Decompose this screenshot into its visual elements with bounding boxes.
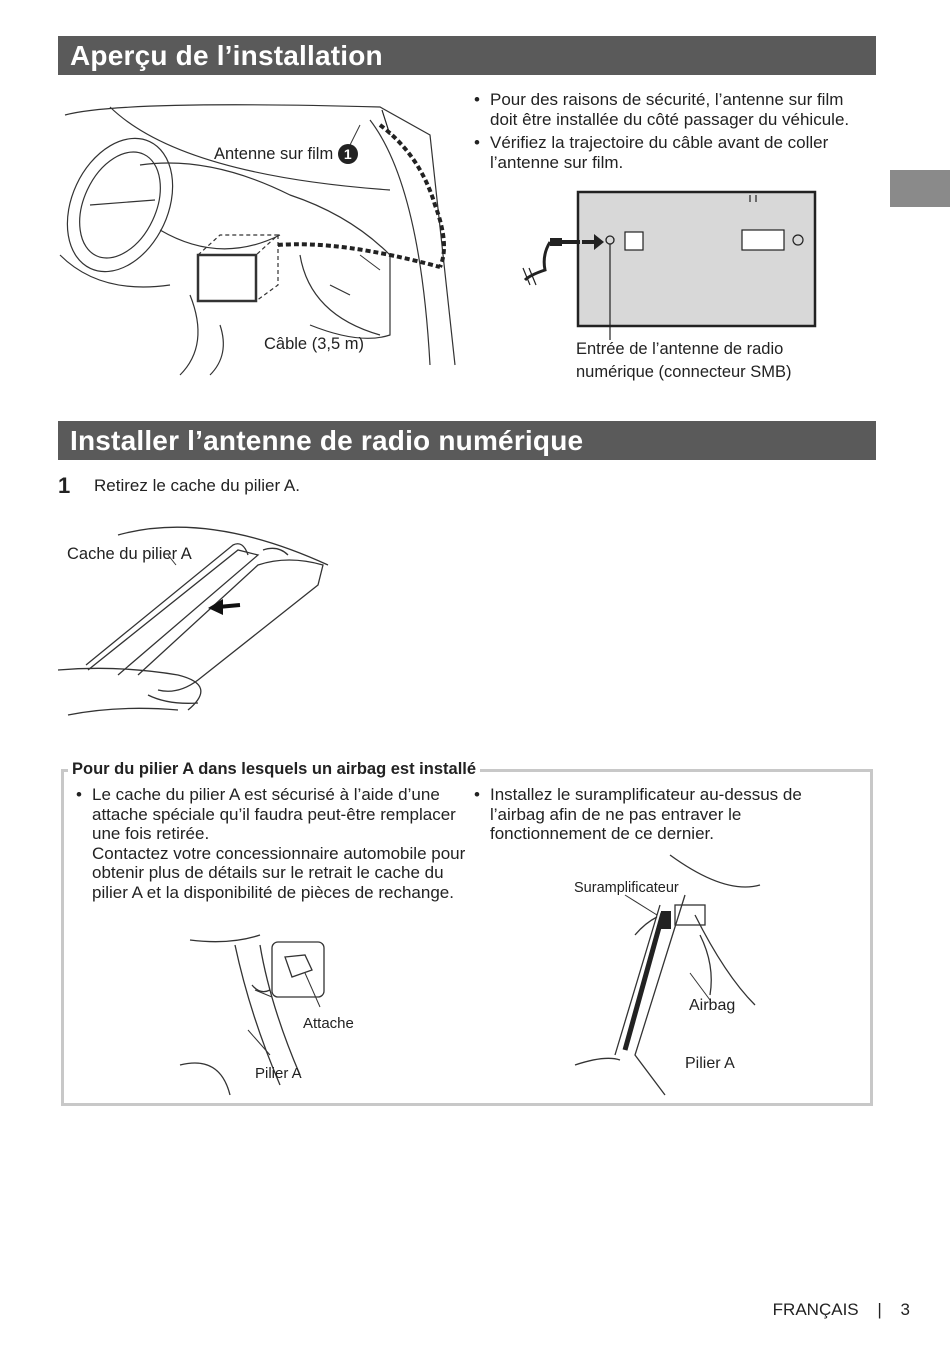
label-pillar-cover: Cache du pilier A (67, 545, 192, 563)
overview-bullets (474, 90, 874, 176)
step-number: 1 (58, 473, 71, 498)
label-dab-input: Entrée de l’antenne de radio numérique (connecteur SMB) (576, 340, 792, 381)
list-item: • Le cache du pilier A est sécurisé à l’aide d’une attache spéciale qu’il faudra peut-être remplacer une fois retirée. Contactez votre concessionnaire automobile pour obtenir plus de détails sur le retrait le cache du pilier A et la disponibilité de pièces de rechange. (76, 785, 468, 903)
page-number: 3 (900, 1300, 910, 1319)
label-booster: Suramplificateur (574, 880, 679, 896)
step-text: Retirez le cache du pilier A. (94, 476, 300, 495)
note-left-bullets (76, 785, 468, 906)
section-title-install: Installer l’antenne de radio numérique (58, 421, 876, 460)
section-title-overview: Aperçu de l’installation (58, 36, 876, 75)
airbag-note-title: Pour du pilier A dans lesquels un airbag est installé (68, 759, 480, 779)
label-pillar-left: Pilier A (255, 1065, 302, 1082)
car-interior-illustration (60, 95, 460, 375)
label-pillar-right: Pilier A (685, 1055, 735, 1072)
list-item: • Installez le suramplificateur au-dessus de l’airbag afin de ne pas entraver le fonctionnement de ce dernier. (474, 785, 859, 844)
list-item: • Pour des raisons de sécurité, l’antenne sur film doit être installée du côté passager du véhicule. (474, 90, 874, 130)
footer-language: FRANÇAIS (772, 1300, 859, 1319)
side-tab-marker (890, 170, 950, 207)
note-right-bullets (474, 785, 859, 847)
radio-back-panel-illustration (520, 190, 820, 330)
number-badge: 1 (338, 144, 358, 164)
label-cable: Câble (3,5 m) (264, 335, 364, 353)
footer-separator: | (877, 1300, 882, 1319)
label-airbag: Airbag (689, 997, 736, 1014)
list-item: • Vérifiez la trajectoire du câble avant de coller l’antenne sur film. (474, 133, 874, 173)
label-film-antenna: Antenne sur film 1 (214, 144, 358, 164)
label-clip: Attache (303, 1015, 354, 1032)
page-footer (773, 1300, 910, 1320)
